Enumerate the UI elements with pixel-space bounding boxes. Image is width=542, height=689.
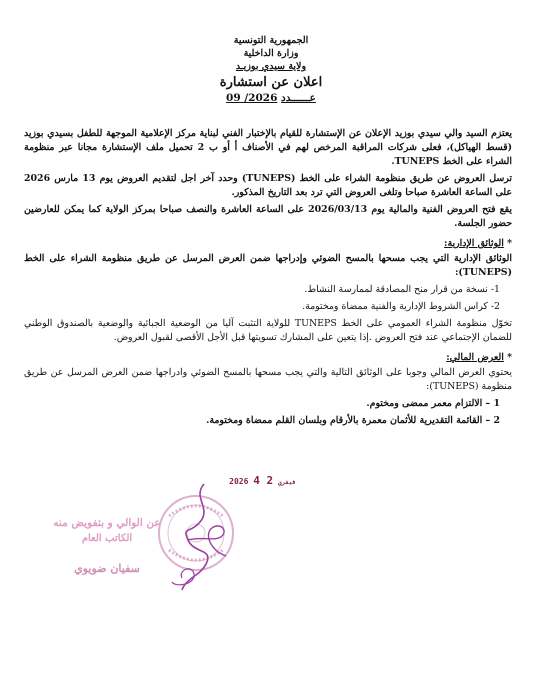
admin-docs-lead: الوثائق الإدارية التي يجب مسحها بالمسح الضوئي وإدراجها ضمن العرض المرسل عن طريق منظومة الشراء على الخط (TUNEPS): — [24, 253, 512, 278]
intro-paragraph-1: يعتزم السيد والي سيدي بوزيد الإعلان عن الإستشارة للقيام بالإختبار الفني لبناية مركز الإعلامية الموجهة للطفل بسيدي بوزيد (قسط الهياكل)، فعلى شركات المراقبة المرخص لهم في الأصناف أ أو ب 2 تحميل ملف الإستشارة مجانا عبر منظومة الشراء على الخط TUNEPS. — [24, 128, 513, 167]
financial-item: 1 – الالتزام معمر ممضى ومختوم. — [366, 398, 500, 409]
republic-name: الجمهورية التونسية — [233, 35, 309, 46]
signature-position: الكاتب العام — [81, 533, 133, 544]
stamp-month: فيفري — [277, 479, 296, 486]
governorate-name: ولاية سيدي بوزيـد — [235, 61, 307, 72]
document-body — [24, 127, 512, 431]
document-header — [0, 34, 542, 106]
financial-item: 2 – القائمة التقديرية للأثمان معمرة بالأرقام وبلسان القلم ممضاة ومختومة. — [206, 415, 500, 426]
reference-number — [0, 91, 542, 106]
financial-title: * العرض المالي: — [446, 352, 512, 363]
ministry-name: وزارة الداخلية — [243, 48, 299, 59]
stamp-year: 2026 — [229, 477, 249, 486]
intro-paragraph-2: ترسل العروض عن طريق منظومة الشراء على الخط (TUNEPS) وحدد آخر اجل لتقديم العروض يوم 13 مارس 2026 على الساعة العاشرة صباحا وتلغى العروض التي ترد بعد التاريخ المذكور. — [24, 173, 513, 198]
reference-label: عــــــدد — [281, 92, 316, 104]
stamp-day: 2 4 — [253, 474, 274, 487]
document-title: اعلان عن استشارة — [219, 75, 323, 90]
admin-docs-title: * الوثائق الإدارية: — [444, 238, 512, 249]
reference-value: 09 /2026 — [226, 92, 278, 104]
signature-block — [42, 516, 172, 578]
intro-paragraph-3: يقع فتح العروض الفنية والمالية يوم 2026/03/13 على الساعة العاشرة والنصف صباحا بمركز الولاية كما يمكن للعارضين حضور الجلسة. — [24, 204, 512, 229]
admin-docs-note: تخوّل منظومة الشراء العمومي على الخط TUNEPS للولاية التثبت آليا من الوضعية الجبائية والوضعية بالصندوق الوطني للضمان الإجتماعي عند فتح العروض .إذا يتعين على المشارك تسويتها قبل الأجل الأقصى لقبول العروض. — [24, 318, 512, 343]
financial-lead: يحتوي العرض المالي وجوبا على الوثائق التالية والتي يجب مسحها بالمسح الضوئي وادراجها ضمن العرض المرسل عن طريق منظومة (TUNEPS): — [24, 367, 512, 392]
signatory-name: سفيان ضويوي — [74, 562, 140, 575]
admin-docs-item: 2- كراس الشروط الإدارية والفنية ممضاة ومختومة. — [302, 301, 500, 312]
signature-delegation: عن الوالي و بتفويض منه — [53, 517, 161, 529]
admin-docs-item: 1- نسخة من قرار منح المصادقة لممارسة النشاط. — [304, 284, 500, 295]
